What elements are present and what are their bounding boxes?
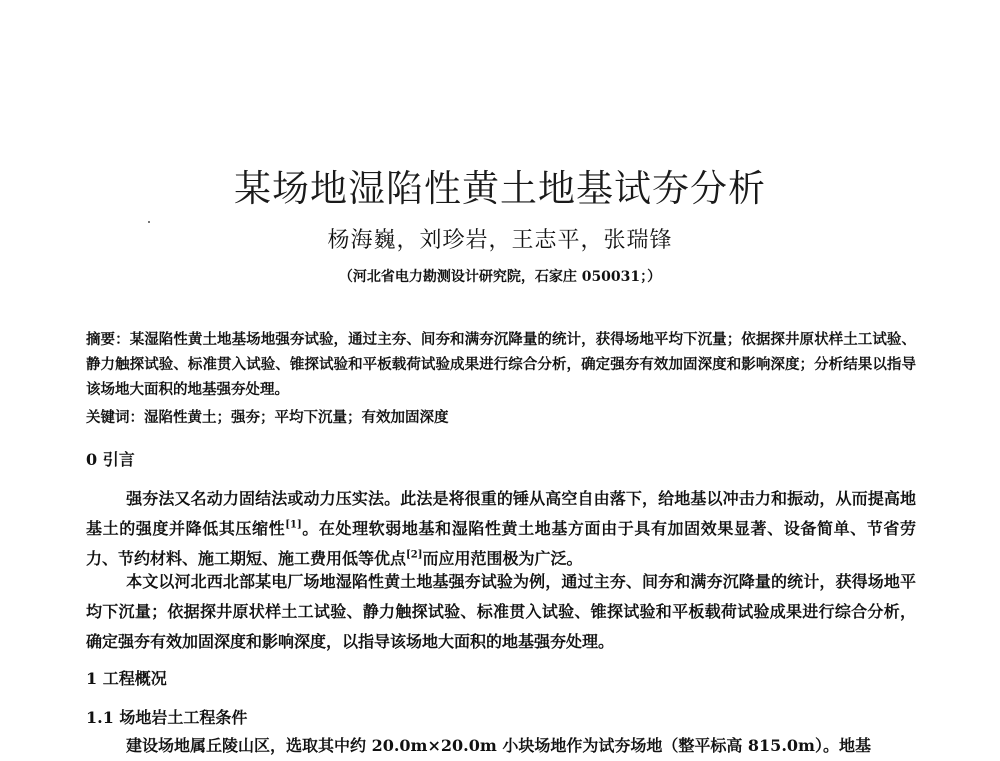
intro-p1-text-a: 强夯法又名动力固结法或动力压实法。此法是将很重的锤从高空自由落下，给地基以冲击力和振动，从而提高地基土的强度并降低其压缩性 (86, 489, 916, 538)
subsection-heading-site-conditions: 1.1 场地岩土工程条件 (86, 708, 248, 727)
keywords (86, 405, 916, 430)
intro-p1-text-c: 而应用范围极为广泛。 (422, 549, 583, 568)
site-paragraph-1 (86, 731, 916, 761)
intro-p2-text: 本文以河北西北部某电厂场地湿陷性黄土地基强夯试验为例，通过主夯、间夯和满夯沉降量的统计，获得场地平均下沉量；依据探井原状样土工试验、静力触探试验、标准贯入试验、锥探试验和平板载荷试验成果进行综合分析，确定强夯有效加固深度和影响深度，以指导该场地大面积的地基强夯处理。 (86, 572, 916, 651)
section-heading-project-overview: 1 工程概况 (86, 669, 167, 688)
site-p1-text: 建设场地属丘陵山区，选取其中约 20.0m×20.0m 小块场地作为试夯场地（整平标高 815.0m）。地基 (126, 736, 871, 755)
citation-1: [1] (285, 519, 302, 531)
keywords-label: 关键词： (86, 409, 144, 426)
abstract (86, 327, 916, 402)
abstract-label: 摘要： (86, 331, 130, 348)
paper-title: 某场地湿陷性黄土地基试夯分析 (234, 167, 766, 210)
citation-2: [2] (406, 549, 423, 561)
intro-p1-text-b: 。在处理软弱地基和湿陷性黄土地基方面由于具有加固效果显著、设备简单、节省劳力、节约材料、施工期短、施工费用低等优点 (86, 519, 916, 568)
author-list: 杨海巍，刘珍岩，王志平，张瑞锋 (327, 228, 673, 253)
keywords-text: 湿陷性黄土；强夯；平均下沉量；有效加固深度 (144, 409, 449, 426)
section-heading-introduction: 0 引言 (86, 450, 135, 469)
abstract-text: 某湿陷性黄土地基场地强夯试验，通过主夯、间夯和满夯沉降量的统计，获得场地平均下沉量；依据探井原状样土工试验、静力触探试验、标准贯入试验、锥探试验和平板载荷试验成果进行综合分析，确定强夯有效加固深度和影响深度；分析结果以指导该场地大面积的地基强夯处理。 (86, 331, 916, 398)
affiliation: （河北省电力勘测设计研究院，石家庄 050031；） (338, 269, 662, 285)
intro-paragraph-2 (86, 567, 916, 657)
intro-paragraph-1 (86, 484, 916, 574)
